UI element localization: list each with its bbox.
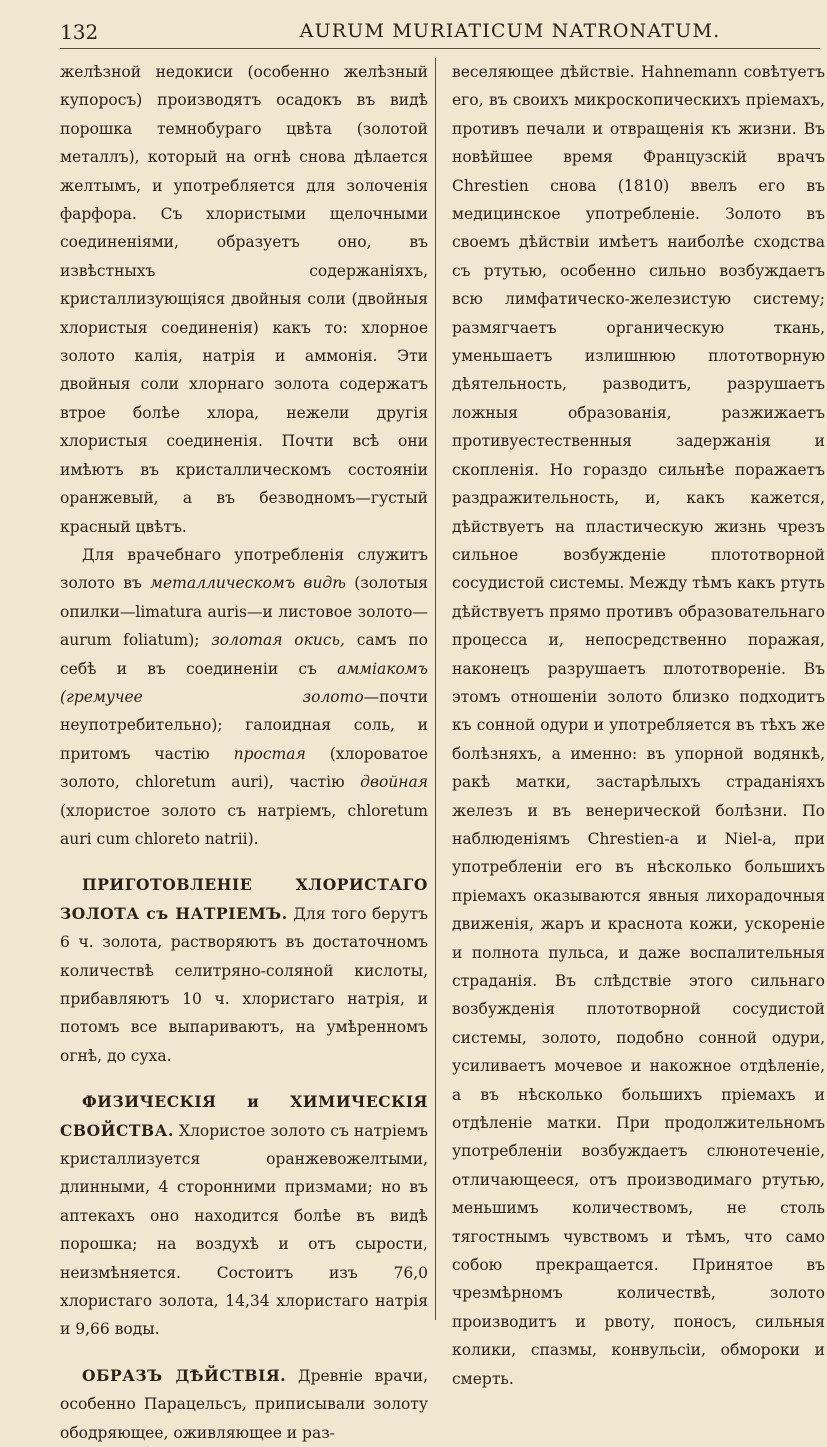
text-run: (хлористое золото съ натріемъ, chloretum auri cum chloreto natrii). <box>60 801 428 848</box>
page-header <box>60 14 820 49</box>
text-run: —почти неупотребительно); галоидная соль, и притомъ частію <box>60 687 428 763</box>
paragraph-action-continued: веселяющее дѣйствіе. Hahnemann совѣтуетъ его, въ своихъ микроскопическихъ пріемахъ, противъ печали и отвращенія къ жизни. Въ новѣйшее время Французскій врачъ Chrestien снова (1810) ввелъ его въ медицинское употребленіе. Золото въ своемъ дѣйствіи имѣетъ наиболѣе сходства съ ртутью, особенно сильно возбуждаетъ всю лимфатическо-железистую систему; размягчаетъ органическую ткань, уменьшаетъ излишнюю плототворную дѣятельность, разводитъ, разрушаетъ ложныя образованія, разжижаетъ противуестественныя задержанія и скопленія. Но гораздо сильнѣе поражаетъ раздражительность, и, какъ кажется, дѣйствуетъ на пластическую жизнь чрезъ сильное возбужденіе плототворной сосудистой системы. Между тѣмъ какъ ртуть дѣйствуетъ прямо противъ образовательнаго процесса и, непосредственно поражая, наконецъ разрушаетъ плототвореніе. Въ этомъ отношеніи золото близко подходитъ къ сонной одури и употребляется въ тѣхъ же болѣзняхъ, а именно: въ упорной водянкѣ, ракѣ матки, застарѣлыхъ страданіяхъ железъ и въ венерической болѣзни. По наблюденіямъ Chrestien-а и Niel-а, при употребленіи его въ нѣсколько большихъ пріемахъ оказываются явныя лихорадочныя движенія, жаръ и краснота кожи, ускореніе и полнота пульса, и даже воспалительныя страданія. Въ слѣдствіе этого сильнаго возбужденія плототворной сосудистой системы, золото, подобно сонной одури, усиливаетъ мочевое и накожное отдѣленіе, а въ нѣсколько большихъ пріемахъ и отдѣленіе матки. При продолжительномъ употребленіи возбуждаетъ слюнотеченіе, отличающееся, отъ производимаго ртутью, меньшимъ количествомъ, не столь тягостнымъ чувствомъ и тѣмъ, что само собою прекращается. Принятое въ чрезмѣрномъ количествѣ, золото производитъ и рвоту, поносъ, сильныя колики, спазмы, конвульсіи, обмороки и смерть. <box>452 63 825 1388</box>
section-text: Для того берутъ 6 ч. золота, растворяютъ въ достаточномъ количествѣ селитряно-соляной кислоты, прибавляютъ 10 ч. хлористаго натрія, и потомъ все выпариваютъ, на умѣренномъ огнѣ, до суха. <box>60 904 428 1065</box>
section-action <box>60 1362 428 1447</box>
text-run: (золотыя опилки—limatura auris—и листовое золото—aurum foliatum); <box>60 574 428 650</box>
section-text: Древніе врачи, особенно Парацельсъ, приписывали золоту ободряющее, оживляющее и раз- <box>60 1366 428 1442</box>
section-preparation <box>60 871 428 1070</box>
section-text: Хлористое золото съ натріемъ кристаллизуется оранжевожелтыми, длинными, 4 сторонними призмами; но въ аптекахъ оно находится болѣе въ видѣ порошка; на воздухѣ и отъ сырости, неизмѣняется. Состоитъ изъ 76,0 хлористаго золота, 14,34 хлористаго натрія и 9,66 воды. <box>60 1121 428 1339</box>
italic-term: двойная <box>360 773 428 792</box>
left-column <box>60 58 428 1447</box>
paragraph-medical-use <box>60 541 428 853</box>
section-properties <box>60 1088 428 1344</box>
text-columns <box>60 58 825 1442</box>
section-heading: ПРИГОТОВЛЕНІЕ ХЛОРИСТАГО ЗОЛОТА съ НАТРІЕМЪ. <box>60 875 428 923</box>
column-divider <box>435 58 436 1320</box>
italic-term: амміакомъ (гремучее золото <box>60 659 428 706</box>
italic-term: золотая окись, <box>211 631 345 650</box>
text-run: (хлороватое золото, chloretum auri), частію <box>60 744 428 792</box>
text-run: Для врачебнаго употребленія служитъ золото въ <box>60 545 428 593</box>
page-number: 132 <box>60 20 99 44</box>
text-run: самъ по себѣ и въ соединеніи съ <box>60 631 429 678</box>
italic-term: металлическомъ видѣ <box>150 574 346 593</box>
section-heading: ОБРАЗЪ ДѢЙСТВІЯ. <box>82 1365 287 1385</box>
right-column <box>452 58 825 1393</box>
paragraph-continuation: желѣзной недокиси (особенно желѣзный купоросъ) производятъ осадокъ въ видѣ порошка темнобураго цвѣта (золотой металлъ), который на огнѣ снова дѣлается желтымъ, и употребляется для золоченія фарфора. Съ хлористыми щелочными соединеніями, образуетъ оно, въ извѣстныхъ содержаніяхъ, кристаллизующіяся двойныя соли (двойныя хлористыя соединенія) какъ то: хлорное золото калія, натрія и аммонія. Эти двойныя соли хлорнаго золота содержатъ втрое болѣе хлора, нежели другія хлористыя соединенія. Почти всѣ они имѣютъ въ кристаллическомъ состояніи оранжевый, а въ безводномъ—густый красный цвѣтъ. <box>60 63 428 536</box>
section-heading: ФИЗИЧЕСКІЯ и ХИМИЧЕСКІЯ СВОЙСТВА. <box>60 1092 428 1140</box>
italic-term: простая <box>233 744 306 763</box>
running-title: AURUM MURIATICUM NATRONATUM. <box>299 20 721 42</box>
